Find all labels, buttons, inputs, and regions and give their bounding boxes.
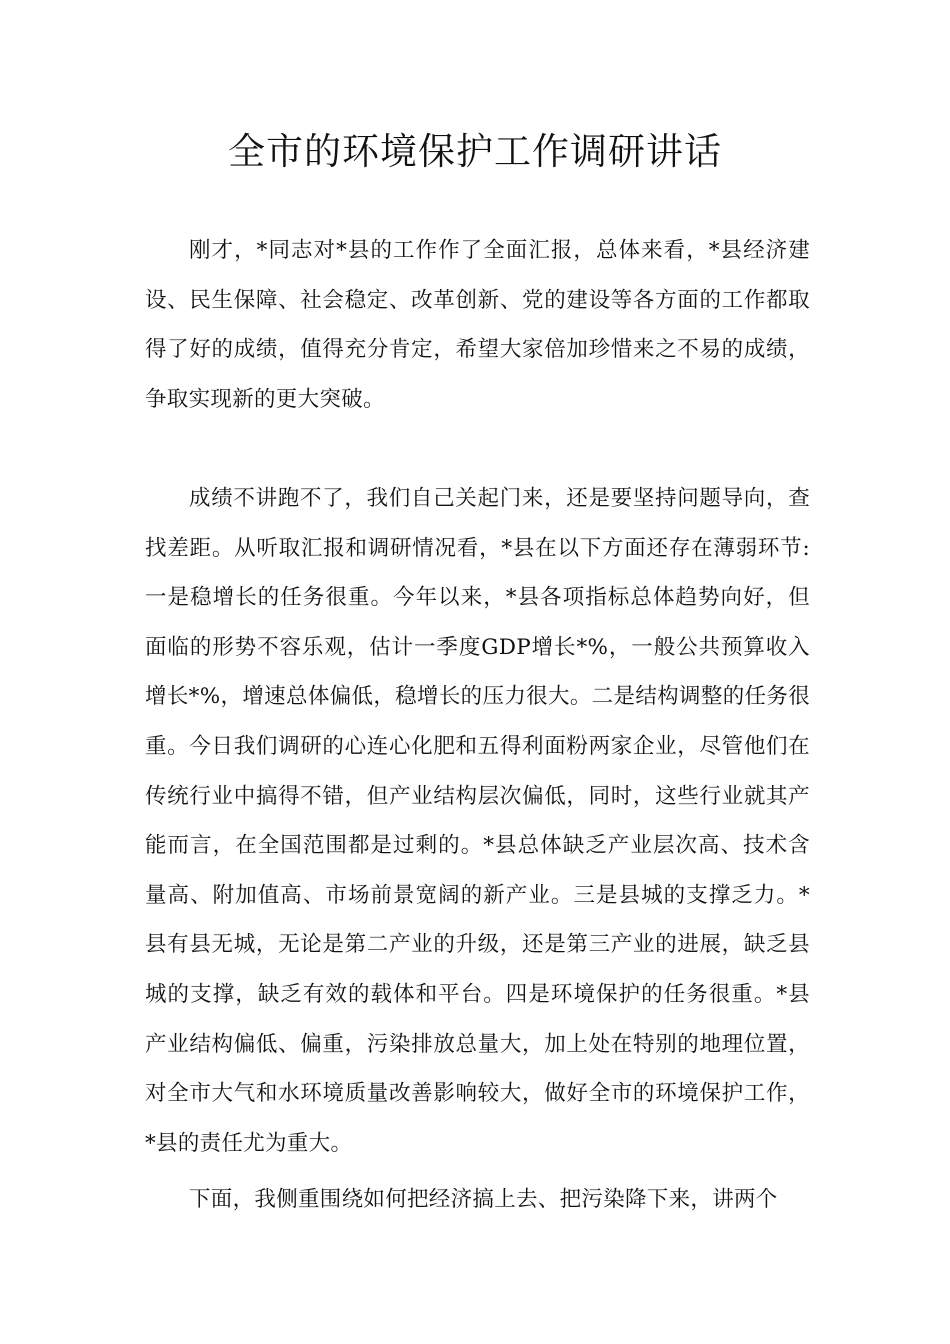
paragraph-3: 下面，我侧重围绕如何把经济搞上去、把污染降下来，讲两个 <box>189 1187 778 1212</box>
document-title: 全市的环境保护工作调研讲话 <box>228 130 722 173</box>
paragraph-2: 成绩不讲跑不了，我们自己关起门来，还是要坚持问题导向，查找差距。从听取汇报和调研情况看，*县在以下方面还存在薄弱环节:一是稳增长的任务很重。今年以来，*县各项指标总体趋势向好，但面临的形势不容乐观，估计一季度GDP增长*%，一般公共预算收入增长*%，增速总体偏低，稳增长的压力很大。二是结构调整的任务很重。今日我们调研的心连心化肥和五得利面粉两家企业，尽管他们在传统行业中搞得不错，但产业结构层次偏低，同时，这些行业就其产能而言，在全国范围都是过剩的。*县总体缺乏产业层次高、技术含量高、附加值高、市场前景宽阔的新产业。三是县城的支撑乏力。*县有县无城，无论是第二产业的升级，还是第三产业的进展，缺乏县城的支撑，缺乏有效的载体和平台。四是环境保护的任务很重。*县产业结构偏低、偏重，污染排放总量大，加上处在特别的地理位置，对全市大气和水环境质量改善影响较大，做好全市的环境保护工作，*县的责任尤为重大。 <box>145 486 810 1156</box>
paragraph-1: 刚才，*同志对*县的工作作了全面汇报，总体来看，*县经济建设、民生保障、社会稳定、改革创新、党的建设等各方面的工作都取得了好的成绩，值得充分肯定，希望大家倍加珍惜来之不易的成绩，争取实现新的更大突破。 <box>145 238 810 412</box>
